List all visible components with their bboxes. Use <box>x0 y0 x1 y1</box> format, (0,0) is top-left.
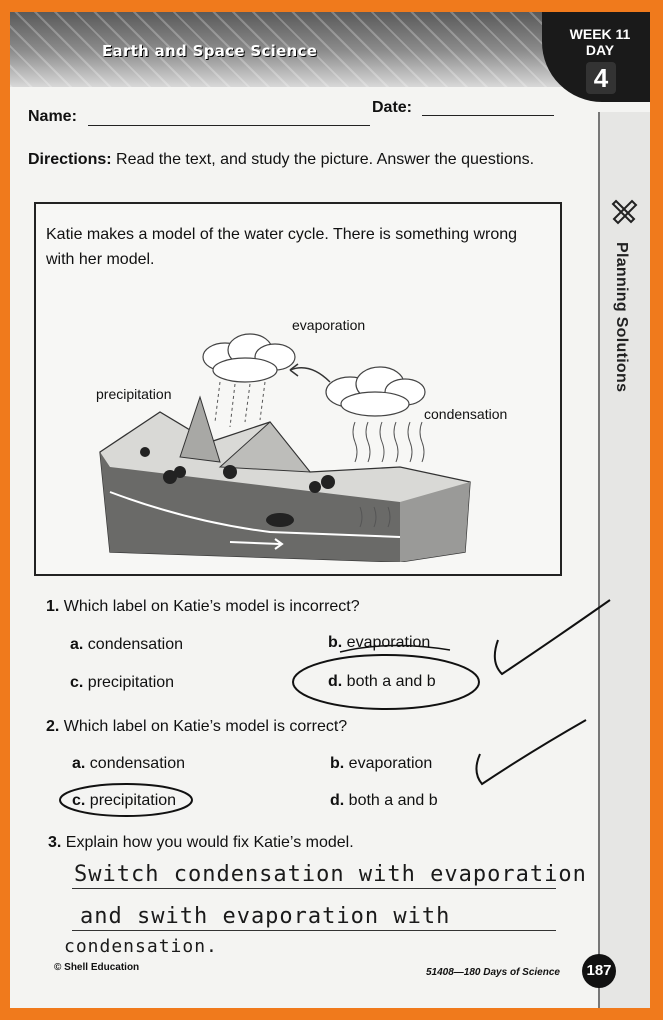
check-mark-q1 <box>495 600 610 674</box>
directions-text: Read the text, and study the picture. Answer the questions. <box>116 151 535 168</box>
week-label: WEEK 11 <box>569 26 631 42</box>
answer-circle-q1 <box>293 655 479 709</box>
q2-option-d[interactable]: d. both a and b <box>330 792 438 809</box>
question-number: 1. <box>46 598 60 615</box>
question-number: 2. <box>46 718 60 735</box>
q1-option-d[interactable]: d. both a and b <box>328 673 436 690</box>
day-label: DAY <box>585 42 615 58</box>
handwritten-answer-line-1: Switch condensation with evaporation <box>74 862 587 887</box>
subject-title: Earth and Space Science <box>102 42 318 60</box>
page-number: 187 <box>582 954 616 988</box>
pen-marks <box>10 12 650 1008</box>
q1-option-a[interactable]: a. condensation <box>70 636 183 653</box>
date-label: Date: <box>372 99 413 116</box>
handwritten-answer-line-3: condensation. <box>64 936 218 957</box>
directions-label: Directions: <box>28 151 112 168</box>
check-mark-q2 <box>476 720 586 784</box>
q2-option-a[interactable]: a. condensation <box>72 755 185 772</box>
label-condensation: condensation <box>424 406 508 422</box>
label-evaporation: evaporation <box>292 317 366 333</box>
q1-option-b[interactable]: b. evaporation <box>328 634 431 651</box>
worksheet-page <box>10 12 650 1008</box>
question-text: Explain how you would fix Katie’s model. <box>65 834 354 851</box>
day-number: 4 <box>586 62 616 94</box>
publisher-credit: © Shell Education <box>54 962 140 973</box>
question-text: Which label on Katie’s model is incorrect? <box>63 598 360 615</box>
question-text: Which label on Katie’s model is correct? <box>63 718 348 735</box>
q2-option-c[interactable]: c. precipitation <box>72 792 177 809</box>
q2-option-b[interactable]: b. evaporation <box>330 755 433 772</box>
name-label: Name: <box>28 108 77 125</box>
handwritten-answer-line-2: and swith evaporation with <box>80 904 451 929</box>
section-label: Planning Solutions <box>613 242 630 393</box>
book-code: 51408—180 Days of Science <box>426 967 560 978</box>
label-precipitation: precipitation <box>96 386 172 402</box>
figure-text: Katie makes a model of the water cycle. There is something wrong with her model. <box>46 226 518 268</box>
q1-option-c[interactable]: c. precipitation <box>70 674 175 691</box>
answer-circle-q2 <box>60 784 192 816</box>
question-number: 3. <box>48 834 62 851</box>
